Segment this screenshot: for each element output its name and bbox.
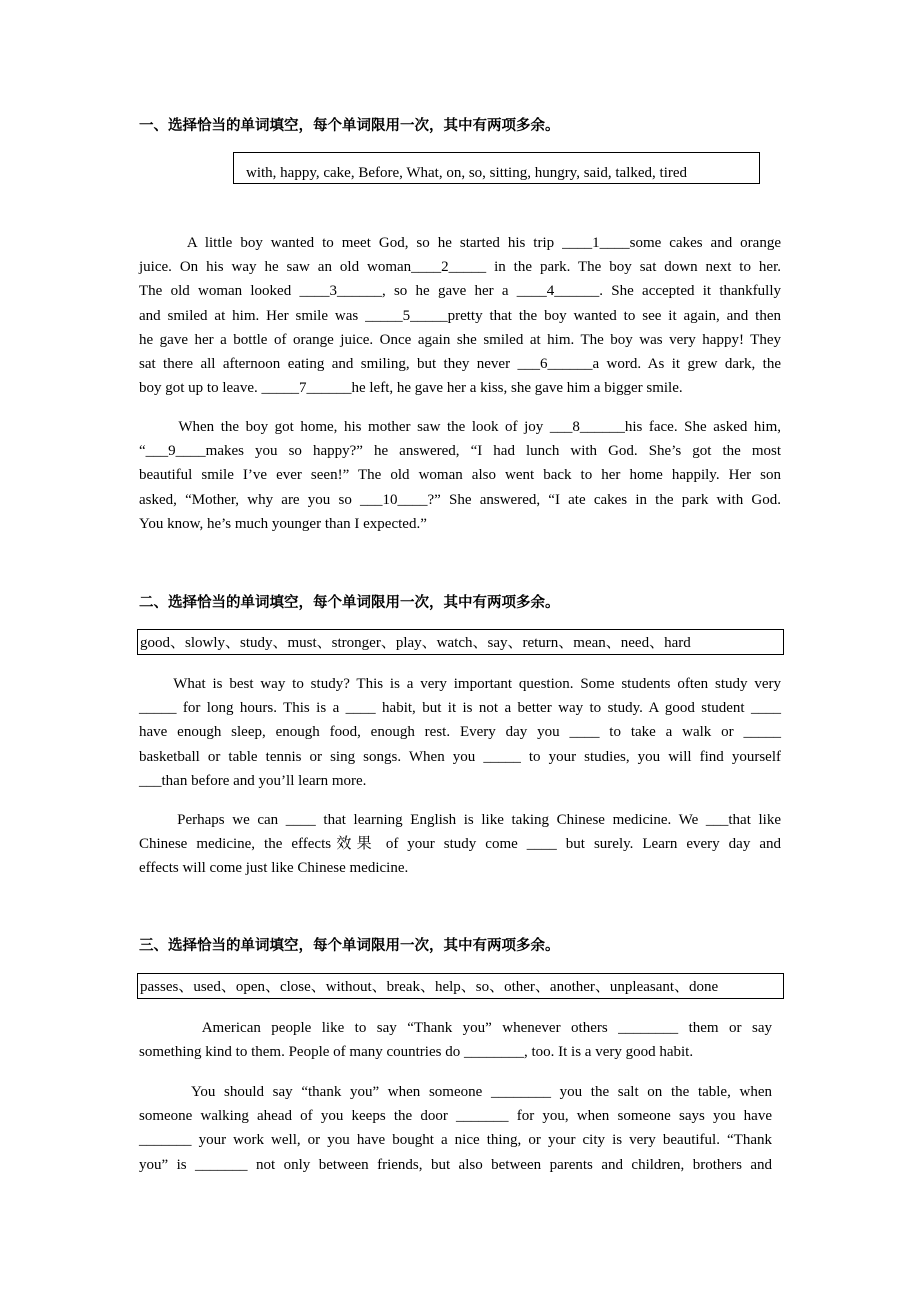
section-3-paragraph-1 <box>139 1016 772 1064</box>
section-1-word-bank-text: with, happy, cake, Before, What, on, so, sitting, hungry, said, talked, tired <box>246 165 688 181</box>
section-3-paragraph-2 <box>139 1080 772 1177</box>
text-line: boy got up to leave. _____7______he left, he gave her a kiss, she gave him a bigger smile. <box>139 380 683 397</box>
text-line: juice. On his way he saw an old woman____2_____ in the park. The boy sat down next to her. <box>139 259 781 276</box>
section-3-heading: 三、选择恰当的单词填空，每个单词限用一次，其中有两项多余。 <box>139 938 560 954</box>
section-2-paragraph-2 <box>139 808 781 881</box>
text-line: and smiled at him. Her smile was _____5_____pretty that the boy wanted to see it again, and then <box>139 307 781 324</box>
section-1-heading: 一、选择恰当的单词填空，每个单词限用一次，其中有两项多余。 <box>139 118 560 134</box>
text-line: someone walking ahead of you keeps the door _______ for you, when someone says you have <box>139 1108 772 1125</box>
text-line: asked, “Mother, why are you so ___10____?” She answered, “I ate cakes in the park with God. <box>139 491 781 508</box>
text-line: sat there all afternoon eating and smiling, but they never ___6______a word. As it grew dark, the <box>139 356 781 373</box>
section-2-word-bank <box>137 629 784 655</box>
section-1-paragraph-2 <box>139 415 781 536</box>
text-line: Chinese medicine, the effects效果 of your study come ____ but surely. Learn every day and <box>139 836 781 853</box>
text-line: The old woman looked ____3______, so he gave her a ____4______. She accepted it thankfully <box>139 283 781 300</box>
text-line: effects will come just like Chinese medicine. <box>139 860 409 877</box>
section-2-word-bank-text: good、slowly、study、must、stronger、play、watch、say、return、mean、need、hard <box>140 635 691 651</box>
text-line: he gave her a bottle of orange juice. Once again she smiled at him. The boy was very happy! They <box>139 331 781 348</box>
text-line: American people like to say “Thank you” whenever others ________ them or say <box>139 1020 772 1036</box>
text-line: You should say “thank you” when someone ________ you the salt on the table, when <box>139 1084 772 1100</box>
text-line: have enough sleep, enough food, enough rest. Every day you ____ to take a walk or _____ <box>139 724 781 741</box>
text-line: ___than before and you’ll learn more. <box>139 772 367 789</box>
text-line: You know, he’s much younger than I expected.” <box>139 515 427 532</box>
section-2-heading: 二、选择恰当的单词填空，每个单词限用一次，其中有两项多余。 <box>139 595 560 611</box>
text-line: “___9____makes you so happy?” he answered, “I had lunch with God. She’s got the most <box>139 443 781 460</box>
section-3-word-bank <box>137 973 784 999</box>
section-1-word-bank <box>233 152 760 184</box>
text-line: something kind to them. People of many countries do ________, too. It is a very good habit. <box>139 1044 694 1061</box>
text-line: _______ your work well, or you have bought a nice thing, or your city is very beautiful. “Thank <box>139 1132 772 1149</box>
section-2-paragraph-1 <box>139 672 781 793</box>
text-line: Perhaps we can ____ that learning English is like taking Chinese medicine. We ___that like <box>139 812 781 828</box>
text-line: beautiful smile I’ve ever seen!” The old woman also went back to her home happily. Her son <box>139 467 781 484</box>
text-line: you” is _______ not only between friends, but also between parents and children, brothers and <box>139 1156 772 1173</box>
section-3-word-bank-text: passes、used、open、close、without、break、help、so、other、another、unpleasant、done <box>140 979 719 995</box>
text-line: What is best way to study? This is a very important question. Some students often study very <box>139 676 781 692</box>
section-1-paragraph-1 <box>139 231 781 400</box>
text-line: A little boy wanted to meet God, so he started his trip ____1____some cakes and orange <box>139 235 781 251</box>
text-line: _____ for long hours. This is a ____ habit, but it is not a better way to study. A good student ____ <box>139 700 781 717</box>
text-line: When the boy got home, his mother saw the look of joy ___8______his face. She asked him, <box>139 419 781 435</box>
text-line: basketball or table tennis or sing songs. When you _____ to your studies, you will find yourself <box>139 748 781 765</box>
